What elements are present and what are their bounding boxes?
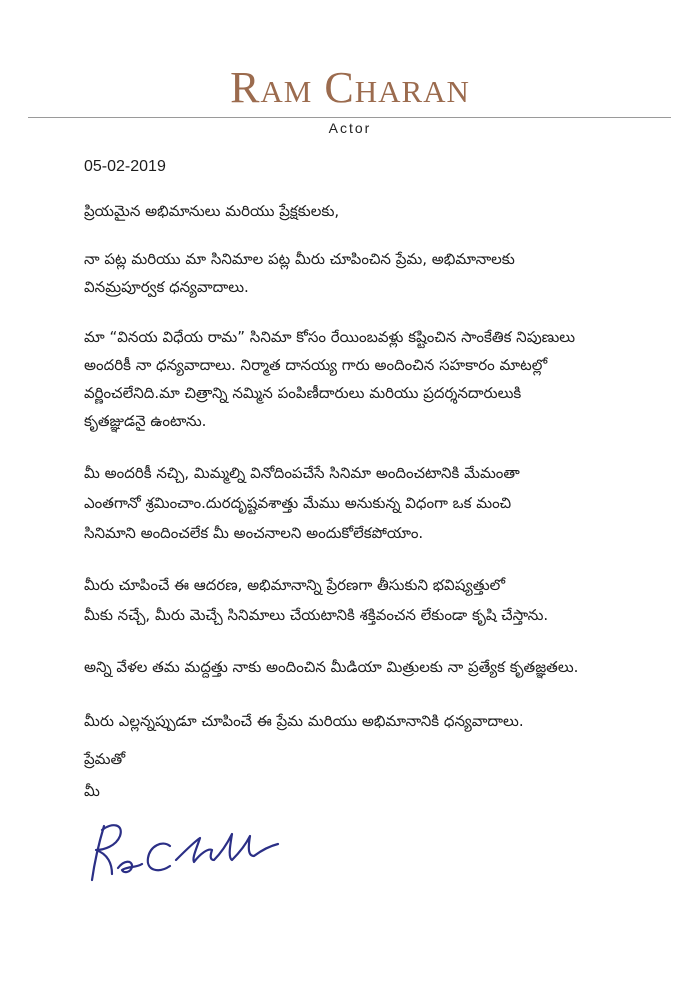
closing-yours: మీ	[84, 782, 100, 800]
paragraph-3-line-1: మీ అందరికీ నచ్చి, మిమ్మల్ని వినోదింపచేసే సినిమా అందించటానికి మేమంతా	[84, 464, 520, 482]
paragraph-5: అన్ని వేళల తమ మద్దత్తు నాకు అందించిన మీడియా మిత్రులకు నా ప్రత్యేక కృతజ్ఞతలు.	[84, 658, 579, 676]
paragraph-2-line-4: కృతజ్ఞుడనై ఉంటాను.	[84, 412, 207, 430]
paragraph-2-line-3: వర్ణించలేనిది.మా చిత్రాన్ని నమ్మిన పంపిణీదారులు మరియు ప్రదర్శనదారులుకి	[84, 384, 522, 402]
paragraph-3-line-3: సినిమాని అందించలేక మీ అంచనాలని అందుకోలేకపోయాం.	[84, 524, 424, 542]
signature-image	[78, 816, 288, 888]
paragraph-1-line-2: వినమ్రపూర్వక ధన్యవాదాలు.	[84, 278, 249, 296]
paragraph-3-line-2: ఎంతగానో శ్రమించాం.దురదృష్టవశాత్తు మేము అనుకున్న విధంగా ఒక మంచి	[84, 494, 512, 512]
letterhead-rule	[28, 117, 671, 118]
salutation: ప్రియమైన అభిమానులు మరియు ప్రేక్షకులకు,	[84, 202, 340, 220]
paragraph-2-line-2: అందరికీ నా ధన్యవాదాలు. నిర్మాత దానయ్య గారు అందించిన సహకారం మాటల్లో	[84, 356, 548, 374]
paragraph-6: మీరు ఎల్లన్నప్పుడూ చూపించే ఈ ప్రేమ మరియు అభిమానానికి ధన్యవాదాలు.	[84, 712, 524, 730]
letterhead-title: Actor	[328, 120, 372, 136]
paragraph-4-line-2: మీకు నచ్చే, మీరు మెచ్చే సినిమాలు చేయటానికి శక్తివంచన లేకుండా కృషి చేస్తాను.	[84, 606, 549, 624]
paragraph-2-line-1: మా “వినయ విధేయ రామ” సినిమా కోసం రేయింబవళ్లు కష్టించిన సాంకేతిక నిపుణులు	[84, 328, 576, 346]
letter-date: 05-02-2019	[84, 158, 166, 175]
closing-with-love: ప్రేమతో	[84, 750, 126, 768]
paragraph-1-line-1: నా పట్ల మరియు మా సినిమాల పట్ల మీరు చూపించిన ప్రేమ, అభిమానాలకు	[84, 250, 515, 268]
letterhead-name: Ram Charan	[230, 63, 470, 112]
paragraph-4-line-1: మీరు చూపించే ఈ ఆదరణ, అభిమానాన్ని ప్రేరణగా తీసుకుని భవిష్యత్తులో	[84, 576, 506, 594]
